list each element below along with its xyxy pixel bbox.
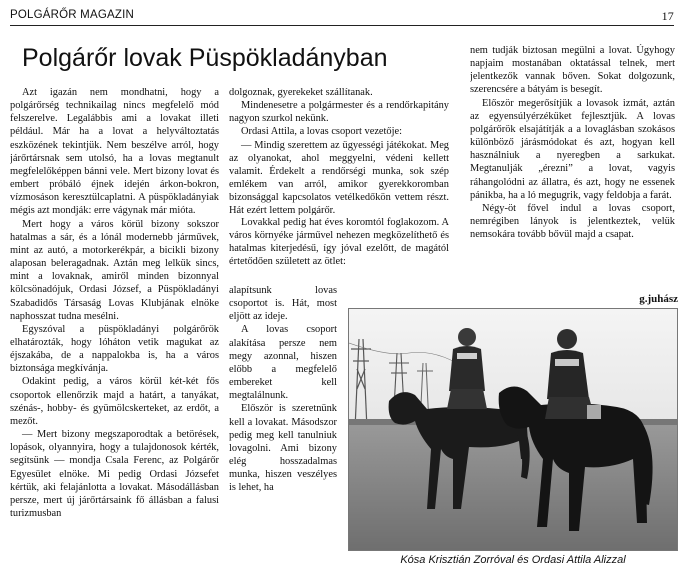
paragraph: — Mindig szerettem az ügyességi játékokat. Meg az olyanokat, ahol meggyelni, védeni kellett valamit. Érdekelt a rendőrségi munka, sok szép emlékem van arról, amikor gyerekkoromban bizonsággal kapcsolatos vetélkedőkön vettem részt. Hát ezért lettem polgárőr. xyxy=(229,139,449,215)
paragraph: Először is szeretnünk kell a lovakat. Másodszor pedig meg kell tanulniuk lovagolni. Ami bizony elég hosszadalmas munka, hiszen veszélyes is lehet, ha xyxy=(229,403,337,494)
article-photo xyxy=(348,308,678,551)
paragraph: Ordasi Attila, a lovas csoport vezetője: xyxy=(241,126,403,138)
paragraph: Négy-öt fővel indul a lovas csoport, nemrégiben lányok is jelentkeztek, velük nemsokára tovább bővül majd a csapat. xyxy=(470,202,675,241)
header-rule xyxy=(10,25,674,26)
byline: g.juhász xyxy=(639,293,678,305)
article-title: Polgárőr lovak Püspökladányban xyxy=(22,44,388,72)
paragraph: Egyszóval a püspökladányi polgárőrök elhatározták, hogy lóháton vetik magukat az éjszakába, de a nappalokba is, ha a város biztonsága megkívánja. xyxy=(10,323,219,375)
paragraph: alapítsunk lovas csoportot is. Hát, most eljött az ideje. xyxy=(229,285,337,323)
paragraph: A lovas csoport alakítása persze nem megy azonnal, hiszen előbb a megfelelő embereket kell megtalálnunk. xyxy=(229,324,337,402)
column-2-middle xyxy=(229,216,449,276)
paragraph: Mindenesetre a polgármester és a rendőrkapitány nagyon szurkol nekünk. xyxy=(229,100,449,125)
paragraph: Lovakkal pedig hat éves koromtól foglakozom. A város környéke járművel nehezen megközelíthető és hatalmas kiterjedésű, így jóval ezelőtt, de magától értetődően született az ötlet: xyxy=(229,217,449,268)
photo-illustration xyxy=(349,309,678,551)
paragraph: — Mert bizony megszaporodtak a betörések, lopások, olyannyira, hogy a tulajdonosok kérték, segítsünk — mondja Csala Ferenc, az Polgárőr Egyesület elnöke. Mi pedig Ordasi Józsefet kértük, aki felajánlotta a lovakat. Másodállásban persze, mert új járőrtársaink fő állásban a falusi turizmusban xyxy=(10,429,219,519)
paragraph: Először megerősítjük a lovasok izmát, aztán az egyensúlyérzéküket fejlesztjük. A lovas polgárőrök elsajátítják a a lovaglásban szokásos különböző járásmódokat és azt, hogyan kell használniuk a nyeregben a sarkukat. Megtanulják „érezni” a lovat, vagyis ráhangolódni az állatra, és azt, hogy ne essenek pánikba, ha a ló megugrik, vagy feldobja a farát. xyxy=(470,97,675,201)
paragraph: Odakint pedig, a város körül két-két fős csoportok ellenőrzik majd a határt, a tanyákat, szénás-, hobby- és gyümölcskerteket, az erdőt, a mezőt. xyxy=(10,376,219,427)
column-3 xyxy=(470,44,675,306)
paragraph: dolgoznak, gyerekeket szállítanak. xyxy=(229,87,373,98)
paragraph: Azt igazán nem mondhatni, hogy a polgárőrség technikailag nincs megfelelő mód felszerelve. Legalábbis ami a lovakat illeti például. Már ha a lovat a helyváltoztatás eszközének tekintjük. Nem beszélve arról, hogy járőrtársnak sem utolsó, ha a lovas megtanult megfelelőképpen bánni vele. Mert bizony lovat és embert próbáló éjnek idején árkon-bokron, vízmosáson keresztülcaplatni. A püspökladányiak mégis azt mondják: erre vágynak már mióta. xyxy=(10,87,219,217)
paragraph: Mert hogy a város körül bizony sokszor hatalmas a sár, és a lónál modernebb járművek, mint az autó, a motorkerékpár, a bicikli bizony alaposan beleragadnak. Aztán meg lelkük sincs, mint a lovaknak, amiről minden bizonnyal kölcsönadójuk, Ordasi József, a Püspökladányi Szabadidős Társaság Lovas Klubjának elnöke naphosszat tudna mesélni. xyxy=(10,218,219,322)
paragraph: nem tudják biztosan megülni a lovat. Úgyhogy napjaim mostanában oktatással telnek, mert jelentkezők vannak bőven. Sokat dolgozunk, szerencsére a bátyám is besegít. xyxy=(470,45,675,96)
column-1 xyxy=(10,86,219,568)
column-2-top xyxy=(229,86,449,215)
page-number: 17 xyxy=(661,9,674,23)
column-2-narrow xyxy=(229,284,337,568)
magazine-name: POLGÁRŐR MAGAZIN xyxy=(10,9,134,21)
photo-caption: Kósa Krisztián Zorróval és Ordasi Attila Alizzal xyxy=(400,554,626,566)
running-head xyxy=(10,9,674,25)
